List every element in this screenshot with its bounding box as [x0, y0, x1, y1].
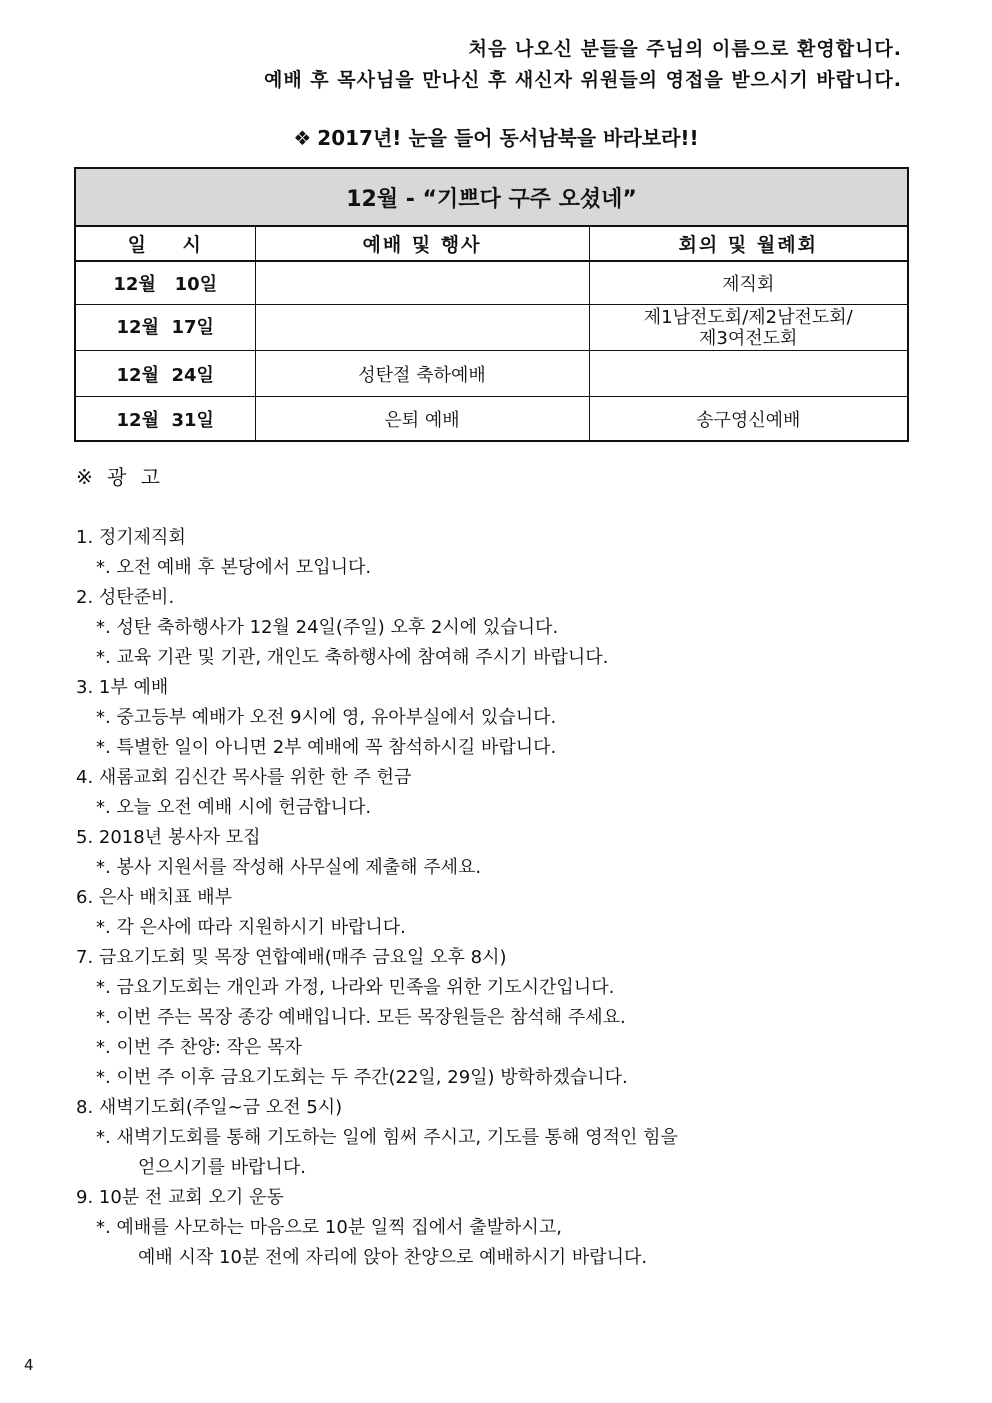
header-date: 일 시 [75, 226, 255, 261]
notice-title: 2. 성탄준비. [76, 587, 175, 608]
notice-detail: *. 오늘 오전 예배 시에 헌금합니다. [96, 797, 372, 818]
notice-title: 8. 새벽기도회(주일~금 오전 5시) [76, 1097, 343, 1118]
notice-title: 9. 10분 전 교회 오기 운동 [76, 1187, 284, 1208]
notice-detail: *. 이번 주 찬양: 작은 목자 [96, 1037, 302, 1058]
notice-title: 1. 정기제직회 [76, 527, 186, 548]
table-row [75, 261, 908, 305]
notice-detail: *. 교육 기관 및 기관, 개인도 축하행사에 참여해 주시기 바랍니다. [96, 647, 609, 668]
notice-detail-continued: 예배 시작 10분 전에 자리에 앉아 찬양으로 예배하시기 바랍니다. [138, 1247, 648, 1268]
list-item [76, 1093, 678, 1183]
row-event: 성탄절 축하예배 [255, 351, 589, 397]
row-date: 12월 24일 [75, 351, 255, 397]
notice-detail: *. 중고등부 예배가 오전 9시에 영, 유아부실에서 있습니다. [96, 707, 557, 728]
schedule-table [74, 167, 909, 442]
table-row [75, 351, 908, 397]
list-item [76, 763, 678, 823]
meeting-line-1: 제1남전도회/제2남전도회/ [643, 306, 853, 328]
header-meeting: 회의 및 월례회 [589, 226, 908, 261]
row-date: 12월 17일 [75, 305, 255, 351]
notice-detail: *. 예배를 사모하는 마음으로 10분 일찍 집에서 출발하시고, [96, 1217, 562, 1238]
row-meeting: 제직회 [589, 261, 908, 305]
notice-detail: *. 새벽기도회를 통해 기도하는 일에 힘써 주시고, 기도를 통해 영적인 힘을 [96, 1127, 678, 1148]
list-item [76, 583, 678, 673]
notice-detail: *. 이번 주는 목장 종강 예배입니다. 모든 목장원들은 참석해 주세요. [96, 1007, 626, 1028]
year-motto [0, 122, 992, 151]
row-event [255, 305, 589, 351]
list-item [76, 673, 678, 763]
page-number: 4 [24, 1356, 34, 1374]
notice-detail-continued: 얻으시기를 바랍니다. [138, 1157, 306, 1178]
notice-detail: *. 봉사 지원서를 작성해 사무실에 제출해 주세요. [96, 857, 482, 878]
welcome-message [264, 34, 902, 96]
row-event [255, 261, 589, 305]
notice-detail: *. 성탄 축하행사가 12월 24일(주일) 오후 2시에 있습니다. [96, 617, 559, 638]
notice-title: 6. 은사 배치표 배부 [76, 887, 233, 908]
schedule-title: 12월 - “기쁘다 구주 오셨네” [75, 168, 908, 226]
notice-title: 3. 1부 예배 [76, 677, 169, 698]
list-item [76, 523, 678, 583]
notice-title: 5. 2018년 봉사자 모집 [76, 827, 261, 848]
meeting-line-2: 제3여전도회 [699, 327, 798, 349]
row-meeting [589, 305, 908, 351]
notice-detail: *. 금요기도회는 개인과 가정, 나라와 민족을 위한 기도시간입니다. [96, 977, 615, 998]
header-event: 예배 및 행사 [255, 226, 589, 261]
table-row [75, 397, 908, 442]
notice-title: 4. 새롬교회 김신간 목사를 위한 한 주 헌금 [76, 767, 412, 788]
diamond-bullet-icon: ❖ [293, 126, 312, 150]
row-meeting [589, 351, 908, 397]
row-event: 은퇴 예배 [255, 397, 589, 442]
announcements-heading: ※ 광 고 [76, 465, 165, 489]
notice-title: 7. 금요기도회 및 목장 연합예배(매주 금요일 오후 8시) [76, 947, 507, 968]
motto-text: 2017년! 눈을 들어 동서남북을 바라보라!! [317, 126, 699, 150]
list-item [76, 1183, 678, 1273]
list-item [76, 823, 678, 883]
notice-detail: *. 오전 예배 후 본당에서 모입니다. [96, 557, 372, 578]
list-item [76, 883, 678, 943]
announcements-list [76, 523, 678, 1273]
list-item [76, 943, 678, 1093]
notice-detail: *. 각 은사에 따라 지원하시기 바랍니다. [96, 917, 406, 938]
row-meeting: 송구영신예배 [589, 397, 908, 442]
welcome-line-1: 처음 나오신 분들을 주님의 이름으로 환영합니다. [468, 38, 902, 60]
row-date: 12월 31일 [75, 397, 255, 442]
notice-detail: *. 이번 주 이후 금요기도회는 두 주간(22일, 29일) 방학하겠습니다. [96, 1067, 628, 1088]
notice-detail: *. 특별한 일이 아니면 2부 예배에 꼭 참석하시길 바랍니다. [96, 737, 557, 758]
row-date: 12월 10일 [75, 261, 255, 305]
table-row [75, 305, 908, 351]
welcome-line-2: 예배 후 목사님을 만나신 후 새신자 위원들의 영접을 받으시기 바랍니다. [263, 69, 902, 91]
